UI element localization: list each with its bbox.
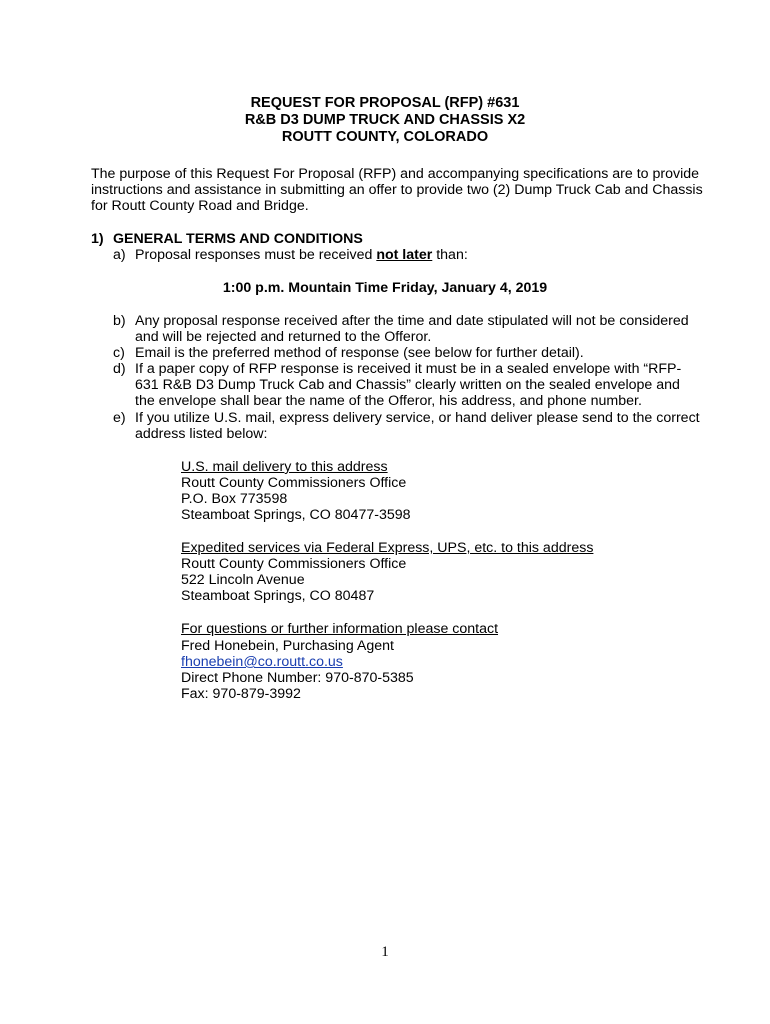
express-line-1: Routt County Commissioners Office — [181, 556, 407, 572]
item-b-line-2: and will be rejected and returned to the Offeror. — [135, 329, 432, 345]
item-e-label: e) — [113, 410, 126, 426]
item-d-label: d) — [113, 361, 126, 377]
item-c-label: c) — [113, 345, 125, 361]
mail-line-2: P.O. Box 773598 — [181, 491, 288, 507]
contact-heading: For questions or further information please contact — [181, 621, 499, 637]
express-line-2: 522 Lincoln Avenue — [181, 572, 305, 588]
page-number: 1 — [381, 944, 389, 960]
not-later-emphasis: not later — [376, 247, 433, 263]
contact-email-link[interactable]: fhonebein@co.routt.co.us — [181, 654, 343, 670]
mail-heading: U.S. mail delivery to this address — [181, 459, 388, 475]
section-heading: GENERAL TERMS AND CONDITIONS — [113, 231, 363, 247]
contact-fax: Fax: 970-879-3992 — [181, 686, 301, 702]
item-b-label: b) — [113, 313, 126, 329]
intro-line-1: The purpose of this Request For Proposal (RFP) and accompanying specifications are to provide — [91, 166, 700, 182]
item-c-line-1: Email is the preferred method of response (see below for further detail). — [135, 345, 584, 361]
item-e-line-1: If you utilize U.S. mail, express delivery service, or hand deliver please send to the correct — [135, 410, 700, 426]
item-a-text: Proposal responses must be received not later than: — [135, 247, 468, 263]
item-d-line-2: 631 R&B D3 Dump Truck Cab and Chassis” clearly written on the sealed envelope and — [135, 377, 680, 393]
item-b-line-1: Any proposal response received after the time and date stipulated will not be considered — [135, 313, 689, 329]
item-e-line-2: address listed below: — [135, 426, 268, 442]
intro-line-3: for Routt County Road and Bridge. — [91, 198, 309, 214]
rfp-location: ROUTT COUNTY, COLORADO — [281, 129, 489, 145]
item-d-line-3: the envelope shall bear the name of the Offeror, his address, and phone number. — [135, 393, 642, 409]
contact-name: Fred Honebein, Purchasing Agent — [181, 638, 394, 654]
deadline: 1:00 p.m. Mountain Time Friday, January 4, 2019 — [222, 280, 548, 296]
intro-line-2: instructions and assistance in submitting an offer to provide two (2) Dump Truck Cab and Chassis — [91, 182, 703, 198]
mail-line-1: Routt County Commissioners Office — [181, 475, 407, 491]
contact-phone: Direct Phone Number: 970-870-5385 — [181, 670, 414, 686]
express-line-3: Steamboat Springs, CO 80487 — [181, 588, 375, 604]
item-a-label: a) — [113, 247, 126, 263]
item-d-line-1: If a paper copy of RFP response is received it must be in a sealed envelope with “RFP- — [135, 361, 682, 377]
express-heading: Expedited services via Federal Express, UPS, etc. to this address — [181, 540, 594, 556]
rfp-title: REQUEST FOR PROPOSAL (RFP) #631 — [250, 95, 520, 111]
section-number: 1) — [91, 231, 104, 247]
mail-line-3: Steamboat Springs, CO 80477-3598 — [181, 507, 411, 523]
rfp-subtitle: R&B D3 DUMP TRUCK AND CHASSIS X2 — [244, 112, 526, 128]
